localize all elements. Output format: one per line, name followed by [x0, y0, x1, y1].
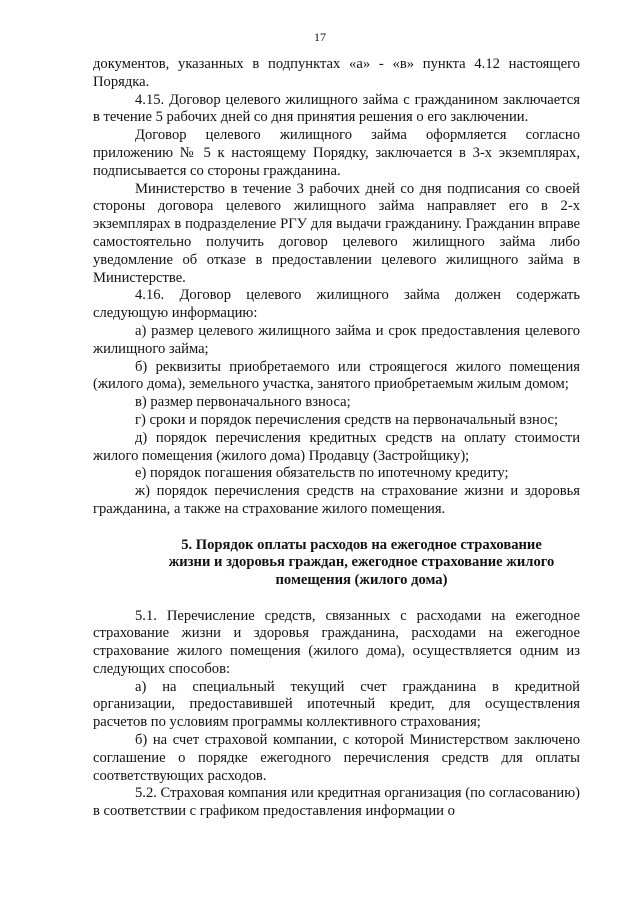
list-item-v: в) размер первоначального взноса;: [135, 394, 351, 411]
spacer: [93, 519, 580, 537]
section-title-line: помещения (жилого дома): [275, 571, 448, 588]
list-item-5-1-b: б) на счет страховой компании, с которой Министерством заключено соглашение о порядке ежегодного перечисления средств для оплаты соответствующих расходов.: [93, 732, 580, 784]
document-body: [93, 56, 580, 821]
spacer: [93, 590, 580, 608]
section-title: [93, 537, 580, 590]
section-title-line: жизни и здоровья граждан, ежегодное страхование жилого: [168, 554, 555, 571]
paragraph-4-15: 4.15. Договор целевого жилищного займа с гражданином заключается в течение 5 рабочих дней со дня принятия решения о его заключении.: [93, 91, 580, 126]
list-item-d: д) порядок перечисления кредитных средств на оплату стоимости жилого помещения (жилого дома) Продавцу (Застройщику);: [93, 429, 580, 464]
list-item-e: е) порядок погашения обязательств по ипотечному кредиту;: [135, 465, 509, 482]
paragraph-5-1: 5.1. Перечисление средств, связанных с расходами на ежегодное страхование жизни и здоровья гражданина, расходами на ежегодное страхование жилого помещения (жилого дома), осуществляется одним из следующих способов:: [93, 607, 580, 677]
paragraph-contract-form: Договор целевого жилищного займа оформляется согласно приложению № 5 к настоящему Порядку, заключается в 3-х экземплярах, подписывается со стороны гражданина.: [93, 127, 580, 179]
paragraph-continuation: документов, указанных в подпунктах «а» - «в» пункта 4.12 настоящего Порядка.: [93, 56, 580, 90]
list-item-b: б) реквизиты приобретаемого или строящегося жилого помещения (жилого дома), земельного участка, занятого приобретаемым жилым домом;: [93, 358, 580, 393]
list-item-5-1-a: а) на специальный текущий счет гражданина в кредитной организации, предоставившей ипотечный кредит, для осуществления расчетов по условиям программы коллективного страхования;: [93, 678, 580, 731]
list-item-g: г) сроки и порядок перечисления средств на первоначальный взнос;: [135, 411, 559, 428]
paragraph-4-16: 4.16. Договор целевого жилищного займа должен содержать следующую информацию:: [93, 287, 580, 322]
page-number: 17: [314, 30, 326, 44]
list-item-zh: ж) порядок перечисления средств на страхование жизни и здоровья гражданина, а также на страхование жилого помещения.: [93, 483, 580, 517]
section-title-line: 5. Порядок оплаты расходов на ежегодное страхование: [181, 536, 542, 553]
paragraph-ministry-issue: Министерство в течение 3 рабочих дней со дня подписания со своей стороны договора целевого жилищного займа направляет его в 2-х экземплярах в подразделение РГУ для выдачи гражданину. Гражданин вправе самостоятельно получить договор целевого жилищного займа либо уведомление об отказе в предоставлении целевого жилищного займа в Министерстве.: [93, 180, 580, 286]
paragraph-5-2: 5.2. Страховая компания или кредитная организация (по согласованию) в соответствии с графиком предоставления информации о: [93, 785, 580, 820]
list-item-a: а) размер целевого жилищного займа и срок предоставления целевого жилищного займа;: [93, 322, 580, 357]
